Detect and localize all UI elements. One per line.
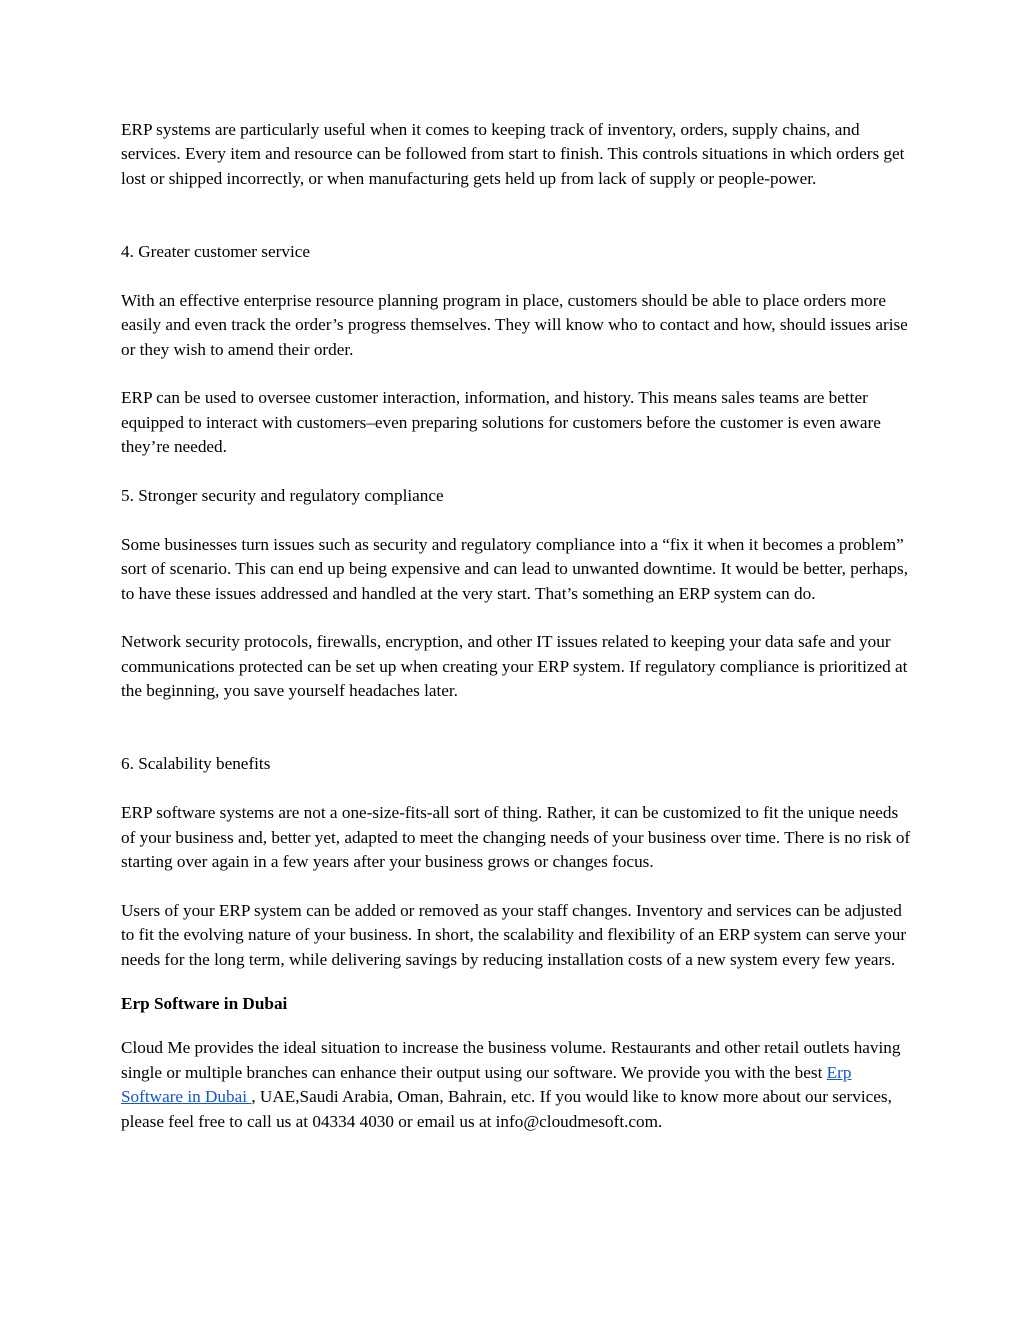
dubai-paragraph-text-after: , UAE,Saudi Arabia, Oman, Bahrain, etc. If you would like to know more about our services, please feel free to call us at 04334 4030 or email us at info@cloudmesoft.com. — [121, 1087, 892, 1131]
security-paragraph-1: Some businesses turn issues such as security and regulatory compliance into a “fix it when it becomes a problem” sort of scenario. This can end up being expensive and can lead to unwanted downtime. It would be better, perhaps, to have these issues addressed and handled at the very start. That’s something an ERP system can do. — [121, 534, 908, 603]
spacer — [121, 508, 911, 532]
spacer — [121, 264, 911, 288]
spacer — [121, 777, 911, 801]
customer-service-paragraph-1: With an effective enterprise resource planning program in place, customers should be able to place orders more easily and even track the order’s progress themselves. They will know who to contact and how, should issues arise or they wish to amend their order. — [121, 290, 908, 359]
document-page — [121, 118, 911, 1134]
erp-software-dubai-link[interactable]: Erp Software in Dubai — [121, 1062, 852, 1107]
security-paragraph-2: Network security protocols, firewalls, encryption, and other IT issues related to keeping your data safe and your communications protected can be set up when creating your ERP system. If regulatory compliance is prioritized at the beginning, you save yourself headaches later. — [121, 632, 908, 701]
scalability-paragraph-2: Users of your ERP system can be added or removed as your staff changes. Inventory and services can be adjusted to fit the evolving nature of your business. In short, the scalability and flexibility of an ERP system can serve your needs for the long term, while delivering savings by reducing installation costs of a new system every few years. — [121, 900, 907, 969]
dubai-paragraph — [121, 1036, 911, 1134]
spacer — [121, 191, 911, 240]
intro-paragraph: ERP systems are particularly useful when it comes to keeping track of inventory, orders, supply chains, and services. Every item and resource can be followed from start to finish. This controls situations in which orders get lost or shipped incorrectly, or when manufacturing gets held up from lack of supply or people-power. — [121, 120, 905, 188]
section-heading-security: 5. Stronger security and regulatory compliance — [121, 486, 444, 506]
spacer — [121, 972, 911, 992]
dubai-paragraph-text-before: Cloud Me provides the ideal situation to increase the business volume. Restaurants and other retail outlets having single or multiple branches can enhance their output using our software. We provide you with the best — [121, 1038, 901, 1082]
spacer — [121, 704, 911, 753]
spacer — [121, 460, 911, 484]
spacer — [121, 606, 911, 630]
section-heading-customer-service: 4. Greater customer service — [121, 242, 310, 262]
spacer — [121, 1016, 911, 1036]
scalability-paragraph-1: ERP software systems are not a one-size-fits-all sort of thing. Rather, it can be customized to fit the unique needs of your business and, better yet, adapted to meet the changing needs of your business over time. There is no risk of starting over again in a few years after your business grows or changes focus. — [121, 803, 911, 872]
spacer — [121, 362, 911, 386]
section-heading-erp-dubai: Erp Software in Dubai — [121, 994, 288, 1014]
spacer — [121, 874, 911, 898]
customer-service-paragraph-2: ERP can be used to oversee customer interaction, information, and history. This means sales teams are better equipped to interact with customers–even preparing solutions for customers before the customer is even aware they’re needed. — [121, 388, 881, 457]
section-heading-scalability: 6. Scalability benefits — [121, 754, 271, 774]
